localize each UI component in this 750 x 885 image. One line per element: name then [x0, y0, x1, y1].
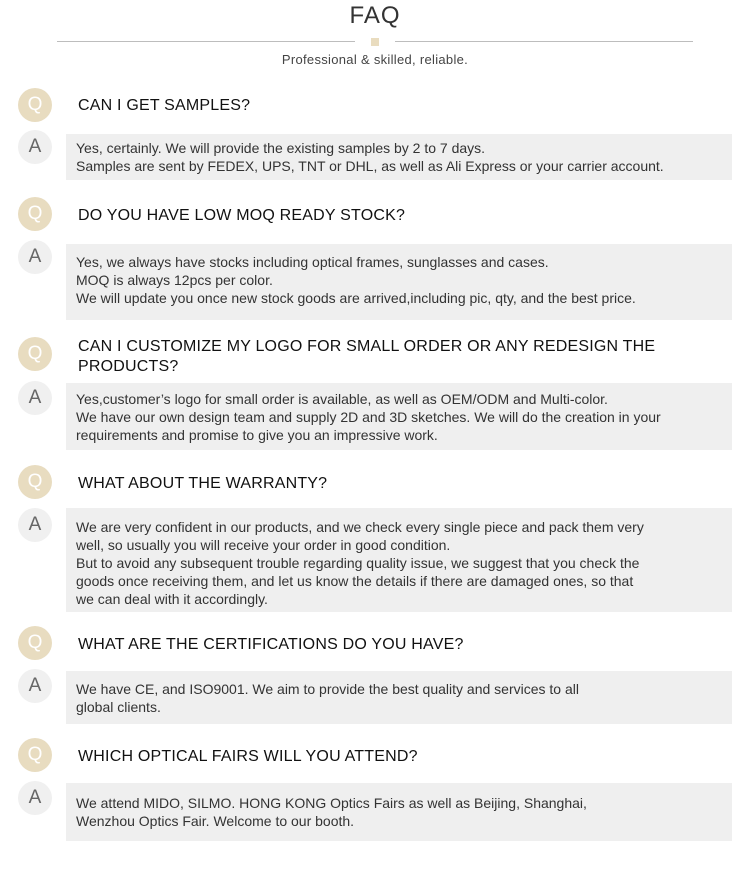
- title-divider-right: [395, 41, 693, 42]
- question-line: CAN I GET SAMPLES?: [78, 97, 251, 114]
- answer-marker-icon: A: [18, 130, 52, 164]
- answer-line: We will update you once new stock goods are arrived,including pic, qty, and the best price.: [76, 290, 636, 306]
- question-text: [78, 337, 678, 377]
- answer-box: [66, 508, 732, 612]
- answer-line: Wenzhou Optics Fair. Welcome to our booth.: [76, 813, 355, 829]
- title-divider-mark: [371, 38, 379, 46]
- answer-line: global clients.: [76, 699, 161, 715]
- answer-line: But to avoid any subsequent trouble regarding quality issue, we suggest that you check the: [76, 555, 640, 571]
- answer-line: Yes,customer’s logo for small order is available, as well as OEM/ODM and Multi-color.: [76, 391, 608, 407]
- question-line: WHAT ABOUT THE WARRANTY?: [78, 475, 328, 492]
- question-text: [78, 635, 678, 655]
- question-marker-icon: Q: [18, 465, 52, 499]
- page-title: FAQ: [349, 2, 401, 29]
- answer-line: We attend MIDO, SILMO. HONG KONG Optics Fairs as well as Beijing, Shanghai,: [76, 795, 587, 811]
- answer-line: well, so usually you will receive your order in good condition.: [76, 537, 451, 553]
- answer-line: We are very confident in our products, and we check every single piece and pack them very: [76, 519, 644, 535]
- question-line: THE PRODUCTS?: [78, 338, 656, 375]
- answer-marker-icon: A: [18, 508, 52, 542]
- question-text: [78, 96, 678, 116]
- answer-line: MOQ is always 12pcs per color.: [76, 272, 273, 288]
- answer-line: goods once receiving them, and let us know the details if there are damaged ones, so that: [76, 573, 634, 589]
- answer-line: We have our own design team and supply 2D and 3D sketches. We will do the creation in your: [76, 409, 661, 425]
- title-divider-left: [57, 41, 355, 42]
- answer-marker-icon: A: [18, 669, 52, 703]
- question-text: [78, 747, 678, 767]
- page-subtitle: Professional & skilled, reliable.: [281, 52, 469, 67]
- answer-line: requirements and promise to give you an impressive work.: [76, 427, 438, 443]
- question-line: DO YOU HAVE LOW MOQ READY STOCK?: [78, 207, 406, 224]
- answer-line: Samples are sent by FEDEX, UPS, TNT or DHL, as well as Ali Express or your carrier account.: [76, 158, 664, 174]
- answer-marker-icon: A: [18, 381, 52, 415]
- question-text: [78, 206, 678, 226]
- answer-line: we can deal with it accordingly.: [76, 591, 268, 607]
- answer-box: [66, 783, 732, 841]
- answer-line: Yes, certainly. We will provide the existing samples by 2 to 7 days.: [76, 140, 486, 156]
- answer-line: We have CE, and ISO9001. We aim to provide the best quality and services to all: [76, 681, 579, 697]
- question-marker-icon: Q: [18, 738, 52, 772]
- question-marker-icon: Q: [18, 88, 52, 122]
- question-marker-icon: Q: [18, 197, 52, 231]
- answer-box: [66, 244, 732, 320]
- answer-box: [66, 134, 732, 180]
- question-line: WHAT ARE THE CERTIFICATIONS DO YOU HAVE?: [78, 636, 464, 653]
- question-line: WHICH OPTICAL FAIRS WILL YOU ATTEND?: [78, 748, 418, 765]
- question-text: [78, 474, 678, 494]
- answer-box: [66, 671, 732, 724]
- question-marker-icon: Q: [18, 337, 52, 371]
- answer-marker-icon: A: [18, 781, 52, 815]
- question-line: CAN I CUSTOMIZE MY LOGO FOR SMALL ORDER OR ANY REDESIGN: [78, 338, 619, 355]
- question-marker-icon: Q: [18, 626, 52, 660]
- answer-marker-icon: A: [18, 240, 52, 274]
- answer-box: [66, 383, 732, 450]
- answer-line: Yes, we always have stocks including optical frames, sunglasses and cases.: [76, 254, 549, 270]
